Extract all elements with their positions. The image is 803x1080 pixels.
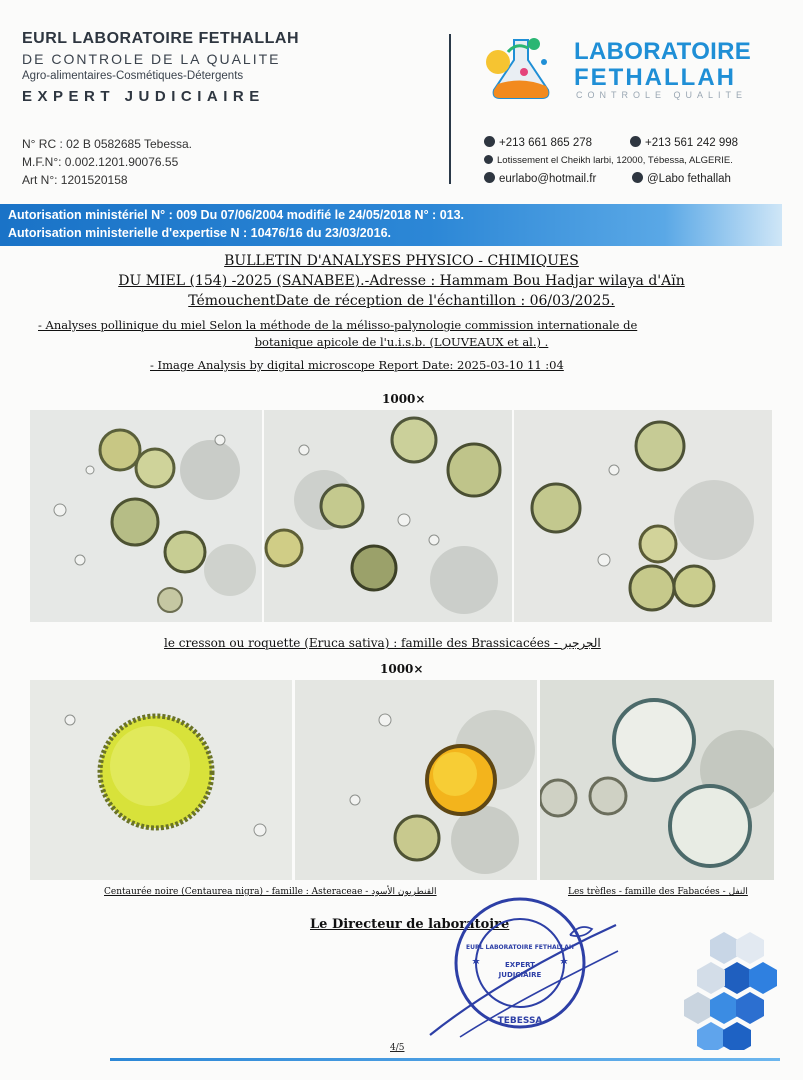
- facebook: @Labo fethallah: [632, 172, 731, 185]
- stamp-center-text-3: JUDICIAIRE: [498, 971, 542, 979]
- email: eurlabo@hotmail.fr: [484, 172, 596, 185]
- logo-title-line2: FETHALLAH: [574, 64, 736, 91]
- mf-number: M.F.N°: 0.002.1201.90076.55: [22, 155, 179, 169]
- report-subject: DU MIEL (154) -2025 (SANABEE).-Adresse : Hammam Bou Hadjar wilaya d'Aïn: [118, 273, 685, 289]
- report-title: BULLETIN D'ANALYSES PHYSICO - CHIMIQUES: [224, 253, 579, 269]
- facebook-icon: [632, 172, 643, 183]
- lab-flask-logo-icon: [484, 32, 568, 102]
- location-pin-icon: [484, 155, 493, 164]
- micrograph-1: [30, 410, 262, 622]
- authorization-banner: [0, 204, 782, 246]
- company-name: EURL LABORATOIRE FETHALLAH: [22, 30, 299, 47]
- stamp-center-text-2: EXPERT: [505, 961, 535, 969]
- micrograph-2: [264, 410, 512, 622]
- header-divider: [449, 34, 451, 184]
- caption-centaurea: Centaurée noire (Centaurea nigra) - famille : Asteraceae - القنطريون الأسود: [104, 887, 437, 897]
- authorization-line-1: Autorisation ministériel N° : 009 Du 07/06/2004 modifié le 24/05/2018 N° : 013.: [8, 208, 465, 222]
- image-analysis-line: - Image Analysis by digital microscope Report Date: 2025-03-10 11 :04: [150, 358, 564, 372]
- phone-1: +213 661 865 278: [484, 136, 592, 149]
- phone-icon: [484, 136, 495, 147]
- caption-trifolium: Les trèfles - famille des Fabacées - النفل: [568, 887, 748, 897]
- logo-tagline: CONTROLE QUALITE: [576, 90, 748, 100]
- company-subtitle: DE CONTROLE DE LA QUALITE: [22, 51, 281, 67]
- company-expert: EXPERT JUDICIAIRE: [22, 88, 265, 105]
- micrograph-trifolium: [540, 680, 774, 880]
- micrograph-3: [514, 410, 772, 622]
- whatsapp-icon: [630, 136, 641, 147]
- page-number: 4/5: [390, 1043, 405, 1053]
- micrograph-centaurea: [30, 680, 292, 880]
- honeycomb-decoration-icon: [668, 930, 780, 1050]
- email-icon: [484, 172, 495, 183]
- authorization-line-2: Autorisation ministerielle d'expertise N : 10476/16 du 23/03/2016.: [8, 226, 392, 240]
- director-label: Le Directeur de laboratoire: [310, 917, 510, 932]
- logo-title-line1: LABORATOIRE: [574, 38, 752, 65]
- method-line-1: - Analyses pollinique du miel Selon la méthode de la mélisso-palynologie commission internationale de: [38, 318, 638, 332]
- art-number: Art N°: 1201520158: [22, 173, 128, 187]
- company-activities: Agro-alimentaires-Cosmétiques-Détergents: [22, 70, 244, 82]
- method-line-2: botanique apicole de l'u.i.s.b. (LOUVEAUX et al.) .: [254, 335, 549, 349]
- footer-line: [110, 1058, 780, 1061]
- official-stamp: [420, 895, 620, 1045]
- report-reception-date: TémouchentDate de réception de l'échantillon : 06/03/2025.: [188, 293, 615, 309]
- magnification-label-1: 1000×: [382, 392, 426, 406]
- address: Lotissement el Cheikh larbi, 12000, Tébessa, ALGERIE.: [484, 155, 733, 166]
- magnification-label-2: 1000×: [380, 662, 424, 676]
- phone-2: +213 561 242 998: [630, 136, 738, 149]
- rc-number: N° RC : 02 B 0582685 Tebessa.: [22, 137, 193, 151]
- caption-eruca-sativa: le cresson ou roquette (Eruca sativa) : famille des Brassicacées - الجرجير: [164, 636, 601, 650]
- stamp-city: TEBESSA: [497, 1016, 543, 1026]
- stamp-center-text: EURL LABORATOIRE FETHALLAH: [466, 944, 574, 951]
- micrograph-yellow-grain: [295, 680, 537, 880]
